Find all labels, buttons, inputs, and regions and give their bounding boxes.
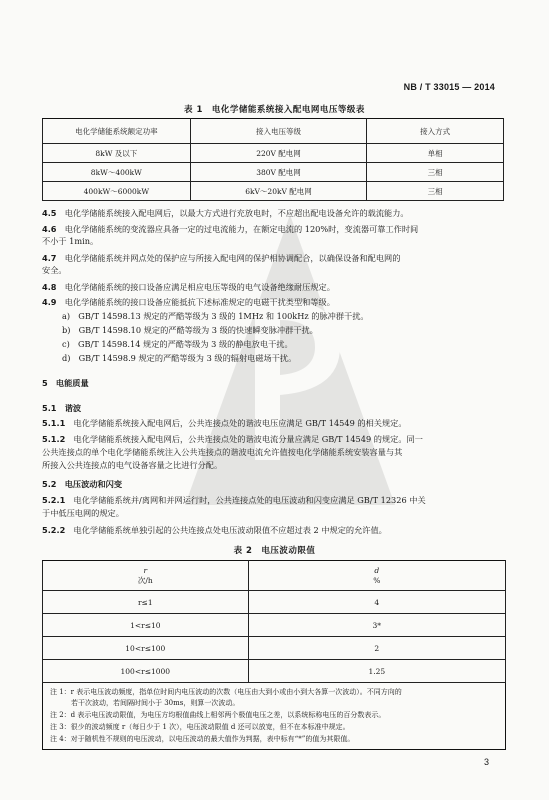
table1-header-row <box>43 119 504 144</box>
header-d-unit: % <box>373 575 381 585</box>
table-row <box>43 660 506 683</box>
table1 <box>42 118 504 201</box>
table-row <box>43 182 504 201</box>
table2-title: 表 2 电压波动限值 <box>233 546 316 556</box>
table2 <box>42 560 506 683</box>
clause-4-9: 4.9 电化学储能系统的接口设备应能抵抗下述标准规定的电磁干扰类型和等级。 <box>42 297 335 307</box>
header-r-unit: 次/h <box>137 575 153 585</box>
header-d-symbol: d <box>374 565 380 575</box>
table-row <box>43 163 504 182</box>
list-item: a) GB/T 14598.13 规定的严酷等级为 3 级的 1MHz 和 100kHz 的脉冲群干扰。 <box>62 311 369 321</box>
page-number: 3 <box>483 757 489 767</box>
table-note: 注 3：很少的波动频度 r（每日少于 1 次），电压波动限值 d 还可以放宽，但不在本标准中规定。 <box>50 723 350 731</box>
list-item: b) GB/T 14598.10 规定的严酷等级为 3 级的快速瞬变脉冲群干扰。 <box>62 325 318 335</box>
table-cell: 4 <box>248 591 505 614</box>
clause-4-6-cont: 不小于 1min。 <box>42 236 99 246</box>
standard-code: NB / T 33015 — 2014 <box>403 82 495 92</box>
section-5-1-heading: 5.1 谐波 <box>42 403 82 413</box>
table-note: 注 1：r 表示电压波动频度，指单位时间内电压波动的次数（电压由大到小或由小到大各算一次波动）。不同方向的 <box>50 688 402 696</box>
table-row <box>43 591 506 614</box>
section-5-2-heading: 5.2 电压波动和闪变 <box>42 479 123 489</box>
clause-5-2-1: 5.2.1 电化学储能系统并/离网和并网运行时，公共连接点处的电压波动和闪变应满足 GB/T 12326 中关 <box>42 495 426 505</box>
table-cell: 400kW～6000kW <box>43 182 191 201</box>
table-note: 注 4：对于随机性不规则的电压波动，以电压波动的最大值作为判据，表中标有“*”的值为其限值。 <box>50 735 355 743</box>
table2-header-cell <box>248 561 505 591</box>
clause-4-8: 4.8 电化学储能系统的接口设备应满足相应电压等级的电气设备绝缘耐压规定。 <box>42 282 335 292</box>
table-cell: 380V 配电网 <box>190 163 367 182</box>
table1-header-cell: 电化学储能系统额定功率 <box>43 119 191 144</box>
clause-4-7: 4.7 电化学储能系统并网点处的保护应与所接入配电网的保护相协调配合，以确保设备和配电网的 <box>42 253 401 263</box>
clause-4-6: 4.6 电化学储能系统的变流器应具备一定的过电流能力，在额定电流的 120%时，变流器可靠工作时间 <box>42 224 419 234</box>
table-cell: 1.25 <box>248 660 505 683</box>
table1-title: 表 1 电化学储能系统接入配电网电压等级表 <box>184 105 365 115</box>
table-cell: 2 <box>248 637 505 660</box>
table1-header-cell: 接入方式 <box>367 119 504 144</box>
table-cell: r≤1 <box>43 591 249 614</box>
table2-header-row <box>43 561 506 591</box>
table-note: 若干次波动，若间隔时间小于 30ms，则算一次波动。 <box>50 699 240 707</box>
header-r-symbol: r <box>143 565 148 575</box>
table1-header-cell: 接入电压等级 <box>190 119 367 144</box>
table-cell: 6kV～20kV 配电网 <box>190 182 367 201</box>
clause-5-1-2: 5.1.2 电化学储能系统接入配电网后，公共连接点处的谐波电流分量应满足 GB/T 14549 的规定。同一 <box>42 434 423 444</box>
clause-4-7-cont: 安全。 <box>42 265 67 275</box>
table-row <box>43 144 504 163</box>
table-cell: 三相 <box>367 163 504 182</box>
table-cell: 10<r≤100 <box>43 637 249 660</box>
table-cell: 1<r≤10 <box>43 614 249 637</box>
clause-5-1-2-cont: 所接入公共连接点的电气设备容量之比进行分配。 <box>42 460 223 470</box>
list-item: d) GB/T 14598.9 规定的严酷等级为 3 级的辐射电磁场干扰。 <box>62 353 297 363</box>
table-row <box>43 614 506 637</box>
table-cell: 8kW 及以下 <box>43 144 191 163</box>
clause-5-1-2-cont: 公共连接点的单个电化学储能系统注入公共连接点的谐波电流允许值按电化学储能系统安装容量与其 <box>42 447 403 457</box>
list-item: c) GB/T 14598.14 规定的严酷等级为 3 级的静电放电干扰。 <box>62 339 293 349</box>
table-cell: 3* <box>248 614 505 637</box>
table-note: 注 2：d 表示电压波动限值，为电压方均根值曲线上相邻两个极值电压之差，以系统标称电压的百分数表示。 <box>50 711 386 719</box>
table-cell: 单相 <box>367 144 504 163</box>
table-cell: 三相 <box>367 182 504 201</box>
clause-5-2-1-cont: 于中低压电网的规定。 <box>42 508 124 518</box>
table-cell: 220V 配电网 <box>190 144 367 163</box>
table-row <box>43 637 506 660</box>
table2-header-cell <box>43 561 249 591</box>
table-cell: 100<r≤1000 <box>43 660 249 683</box>
clause-5-2-2: 5.2.2 电化学储能系统单独引起的公共连接点处电压波动限值不应超过表 2 中规定的允许值。 <box>42 525 387 535</box>
table-cell: 8kW～400kW <box>43 163 191 182</box>
clause-5-1-1: 5.1.1 电化学储能系统接入配电网后，公共连接点处的谐波电压应满足 GB/T 14549 的相关规定。 <box>42 418 407 428</box>
clause-4-5: 4.5 电化学储能系统接入配电网后，以最大方式进行充放电时，不应超出配电设备允许的载流能力。 <box>42 208 409 218</box>
section-5-heading: 5 电能质量 <box>42 378 89 388</box>
